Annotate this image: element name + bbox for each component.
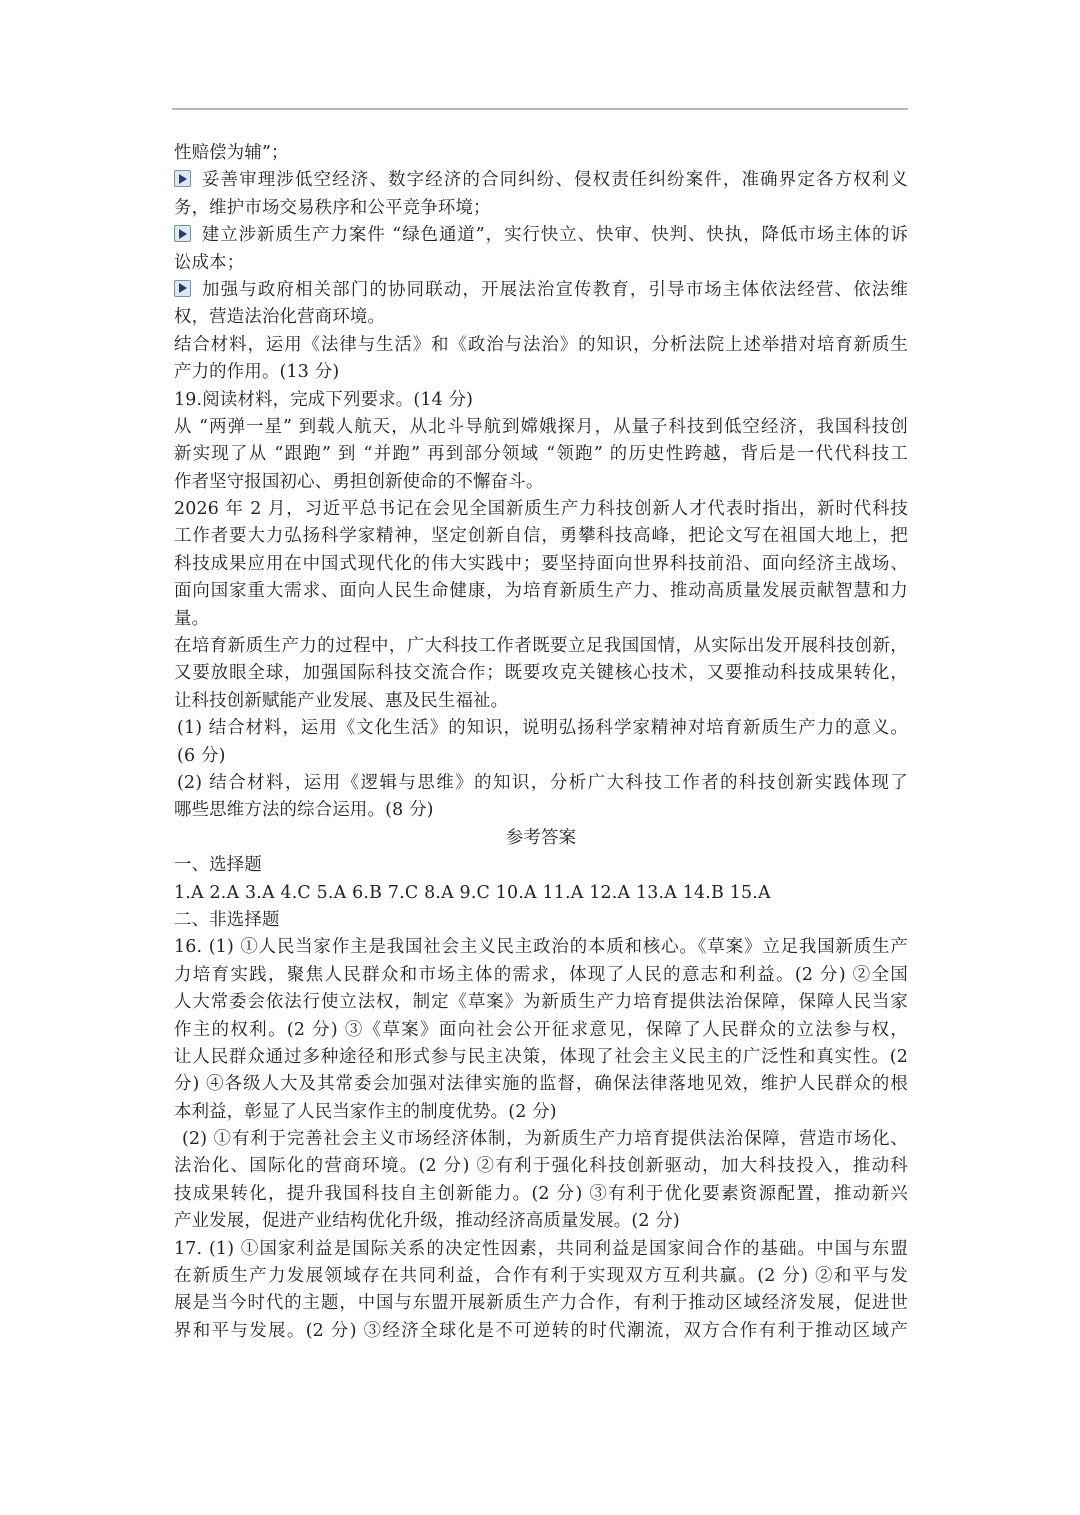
- section-heading: 一、选择题: [174, 855, 262, 876]
- text-line: 在培育新质生产力的过程中，广大科技工作者既要立足我国国情，从实际出发开展科技创新，: [174, 636, 908, 657]
- play-bullet-icon: [174, 170, 191, 187]
- text-line: 人大常委会依法行使立法权，制定《草案》为新质生产力培育提供法治保障，保障人民当家: [174, 992, 908, 1013]
- text-line: 技成果转化，提升我国科技自主创新能力。(2 分) ③有利于优化要素资源配置，推动新兴: [174, 1183, 908, 1204]
- text-line: 展是当今时代的主题，中国与东盟开展新质生产力合作，有利于推动区域经济发展，促进世: [174, 1293, 908, 1314]
- bullet-line: 妥善审理涉低空经济、数字经济的合同纠纷、侵权责任纠纷案件，准确界定各方权利义: [174, 167, 908, 194]
- text-line: 务，维护市场交易秩序和公平竞争环境；: [174, 197, 491, 218]
- text-line: 哪些思维方法的综合运用。(8 分): [174, 800, 434, 821]
- bullet-line: 建立涉新质生产力案件 “绿色通道”，实行快立、快审、快判、快执，降低市场主体的诉: [174, 222, 908, 249]
- text-line: 16. (1) ①人民当家作主是我国社会主义民主政治的本质和核心。《草案》立足我国新质生产: [174, 937, 908, 958]
- text-line: 作主的权利。(2 分) ③《草案》面向社会公开征求意见，保障了人民群众的立法参与权，: [174, 1019, 908, 1040]
- text-line: 在新质生产力发展领域存在共同利益，合作有利于实现双方互利共赢。(2 分) ②和平与发: [174, 1266, 908, 1287]
- text-line: 力培育实践，聚焦人民群众和市场主体的需求，体现了人民的意志和利益。(2 分) ②全国: [174, 964, 908, 985]
- text-line: 让科技创新赋能产业发展、惠及民生福祉。: [174, 690, 509, 711]
- sub-question: (1) 结合材料，运用《文化生活》的知识，说明弘扬科学家精神对培育新质生产力的意义。: [177, 718, 908, 739]
- play-bullet-icon: [174, 225, 191, 242]
- section-heading: 二、非选择题: [174, 909, 280, 930]
- text-line: 权，营造法治化营商环境。: [174, 307, 386, 328]
- text-line: (6 分): [177, 745, 226, 766]
- choice-answers: 1.A 2.A 3.A 4.C 5.A 6.B 7.C 8.A 9.C 10.A 11.A 12.A 13.A 14.B 15.A: [174, 882, 771, 903]
- play-bullet-icon: [174, 280, 191, 297]
- header-rule: [172, 108, 908, 110]
- text-line: 量。: [174, 608, 210, 629]
- sub-answer: (2) ①有利于完善社会主义市场经济体制，为新质生产力培育提供法治保障，营造市场化、: [182, 1129, 908, 1150]
- text-line: 法治化、国际化的营商环境。(2 分) ②有利于强化科技创新驱动，加大科技投入，推动科: [174, 1156, 908, 1177]
- document-body: [174, 140, 908, 1345]
- sub-question: (2) 结合材料，运用《逻辑与思维》的知识，分析广大科技工作者的科技创新实践体现了: [177, 772, 908, 793]
- text-line: 作者坚守报国初心、勇担创新使命的不懈奋斗。: [174, 471, 544, 492]
- text-line: 产业发展，促进产业结构优化升级，推动经济高质量发展。(2 分): [174, 1211, 680, 1232]
- text-line: 产力的作用。(13 分): [174, 362, 340, 383]
- text-line: 讼成本；: [174, 252, 245, 273]
- text-line: 本利益，彰显了人民当家作主的制度优势。(2 分): [174, 1101, 557, 1122]
- text-line: 让人民群众通过多种途径和形式参与民主决策，体现了社会主义民主的广泛性和真实性。(2: [174, 1046, 908, 1067]
- text-line: 结合材料，运用《法律与生活》和《政治与法治》的知识，分析法院上述举措对培育新质生: [174, 334, 908, 355]
- text-line: 工作者要大力弘扬科学家精神，坚定创新自信，勇攀科技高峰，把论文写在祖国大地上，把: [174, 526, 908, 547]
- text-line: 界和平与发展。(2 分) ③经济全球化是不可逆转的时代潮流，双方合作有利于推动区域产: [174, 1320, 908, 1341]
- text-line: 分) ④各级人大及其常委会加强对法律实施的监督，确保法律落地见效，维护人民群众的根: [174, 1074, 908, 1095]
- text-line: 性赔偿为辅”；: [174, 143, 289, 163]
- text-line: 从 “两弹一星” 到载人航天，从北斗导航到嫦娥探月，从量子科技到低空经济，我国科技创: [174, 416, 908, 437]
- bullet-line: 加强与政府相关部门的协同联动，开展法治宣传教育，引导市场主体依法经营、依法维: [174, 277, 908, 304]
- answer-key-title: 参考答案: [505, 827, 577, 848]
- text-line: 17. (1) ①国家利益是国际关系的决定性因素，共同利益是国家间合作的基础。中国与东盟: [174, 1238, 908, 1259]
- text-line: 科技成果应用在中国式现代化的伟大实践中；要坚持面向世界科技前沿、面向经济主战场、: [174, 553, 908, 574]
- text-line: 2026 年 2 月，习近平总书记在会见全国新质生产力科技创新人才代表时指出，新时代科技: [174, 499, 908, 520]
- text-line: 新实现了从 “跟跑” 到 “并跑” 再到部分领域 “领跑” 的历史性跨越，背后是一代代科技工: [174, 444, 908, 465]
- text-line: 又要放眼全球，加强国际科技交流合作；既要攻克关键核心技术，又要推动科技成果转化，: [174, 663, 908, 684]
- text-line: 面向国家重大需求、面向人民生命健康，为培育新质生产力、推动高质量发展贡献智慧和力: [174, 581, 908, 602]
- question-heading: 19.阅读材料，完成下列要求。(14 分): [174, 389, 474, 410]
